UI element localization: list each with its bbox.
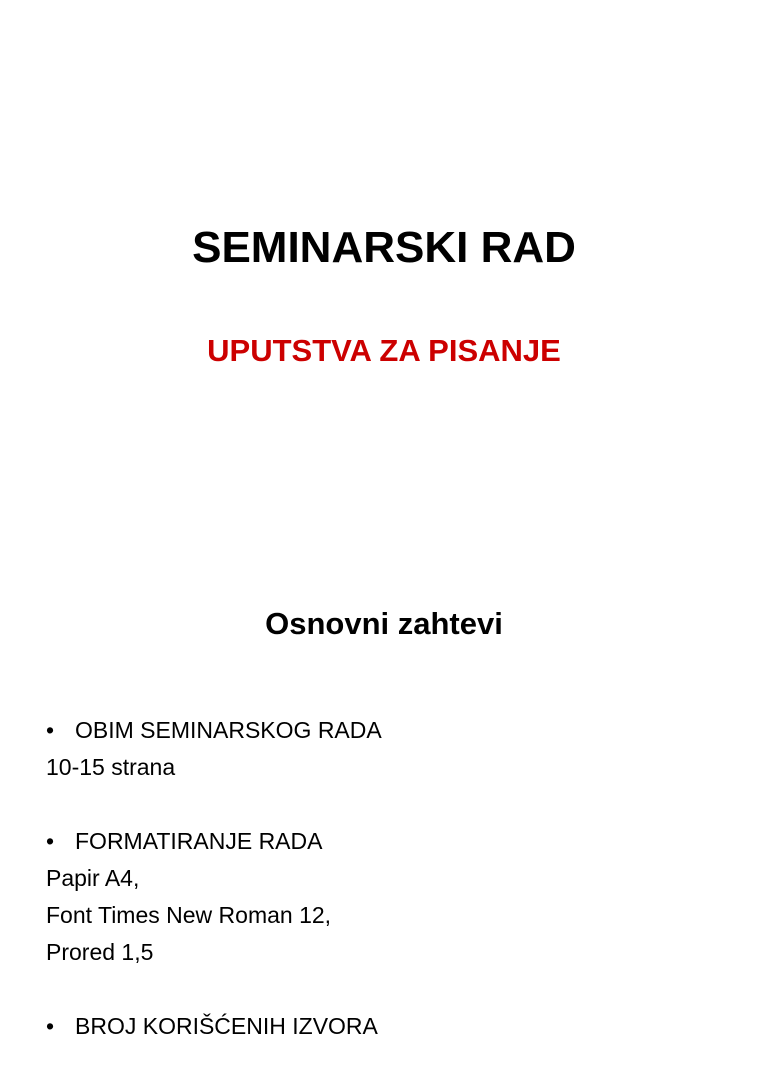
- requirement-item-obim: [46, 712, 746, 786]
- requirement-heading-text: FORMATIRANJE RADA: [75, 828, 323, 854]
- requirement-item-formatiranje: [46, 823, 746, 971]
- requirement-item-izvori: [46, 1008, 746, 1045]
- document-subtitle: UPUTSTVA ZA PISANJE: [207, 333, 561, 368]
- requirement-heading: [46, 1008, 746, 1045]
- document-title: SEMINARSKI RAD: [192, 223, 576, 272]
- requirement-detail: Prored 1,5: [46, 939, 154, 965]
- requirement-heading: [46, 823, 746, 860]
- bullet-icon: •: [46, 717, 55, 743]
- section-heading: Osnovni zahtevi: [265, 606, 503, 641]
- requirement-detail: 10-15 strana: [46, 754, 176, 780]
- bullet-icon: •: [46, 1013, 55, 1039]
- requirement-detail: Papir A4,: [46, 865, 140, 891]
- requirement-detail: Font Times New Roman 12,: [46, 902, 332, 928]
- requirement-heading-text: BROJ KORIŠĆENIH IZVORA: [75, 1013, 378, 1039]
- requirement-heading: [46, 712, 746, 749]
- bullet-icon: •: [46, 828, 55, 854]
- requirement-heading-text: OBIM SEMINARSKOG RADA: [75, 717, 382, 743]
- requirements-list: [46, 712, 746, 1082]
